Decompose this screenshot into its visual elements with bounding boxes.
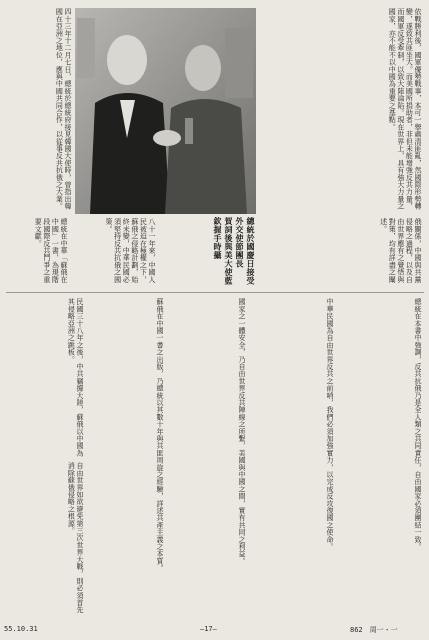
section-divider <box>6 292 424 293</box>
caption-line-1: 總統於國慶日接受外交使節團長 <box>235 217 256 285</box>
text-block-right-upper: 俄關係，中國與共黨侵略之過程，以及自由世界應有之覺悟與對策，均有詳盡之闡述。 <box>379 218 422 283</box>
text-block-left-lower: 總統在中華「蘇俄在中國」一書，為現階段國際反共鬥爭之重要文獻。 <box>34 218 68 283</box>
footer-page-number: —17— <box>200 625 217 633</box>
text-block-lower-3: 國家之一體安全，乃自由世界反共陣線之所繫，美國與中國之間，實有共同之利益。 <box>238 298 246 565</box>
text-block-lower-2: 中華民國為自由世界反共之前哨，我們必須加強實力，以完成反攻復國之使命。 <box>326 298 334 550</box>
photo-illustration <box>75 8 256 214</box>
text-block-left-upper: 四十三年十二月七日，總統於總統府接見韓國大使時，曾指出韓國在亞洲之地位，應與中國共同合作，以從事反共抗俄之大業。 <box>55 8 72 210</box>
text-block-lower-1: 總統在本書中強調，反共抗俄乃是全人類之共同責任，自由國家必須團結一致。 <box>414 298 422 550</box>
text-block-lower-6: 自由世界如欲避免第三次世界大戰，則必須首先消除蘇俄侵略之根源。 <box>67 462 84 614</box>
photo-caption <box>160 217 256 287</box>
news-photo <box>75 8 256 214</box>
text-block-top-right: 依戰勝利後，國軍優勢戰事，本可一舉肅清匪亂，然國際形勢轉變，遂致共匪坐大。而美國所捐助者，非但未能增強反共力量，而國軍反受牽制，以致大陸淪陷。現在世界上，具有強大力量之國家，亦不能不以中國為重要之基點。 <box>388 8 422 210</box>
caption-line-2: 賀詞後與美大使藍欽握手時攝 <box>213 217 234 285</box>
text-block-lower-5: 民國三十八年之後，中共竊據大陸，蘇俄以中國為其侵略亞洲之跳板。 <box>67 298 84 457</box>
footer-date: 55.10.31 <box>4 625 38 633</box>
text-block-lower-4: 蘇俄在中國一書之出版，乃總統以其數十年與共匪周旋之經驗，詳述共產主義之本質。 <box>156 298 164 572</box>
footer-issue-ref: 862 周一・一 <box>350 626 398 634</box>
text-block-under-photo: 八十一年來，中國人民被迫在極權之下，蘇俄之侵略計劃，始終未變，中華民國必須堅持反共抗俄之國策。 <box>105 218 156 283</box>
